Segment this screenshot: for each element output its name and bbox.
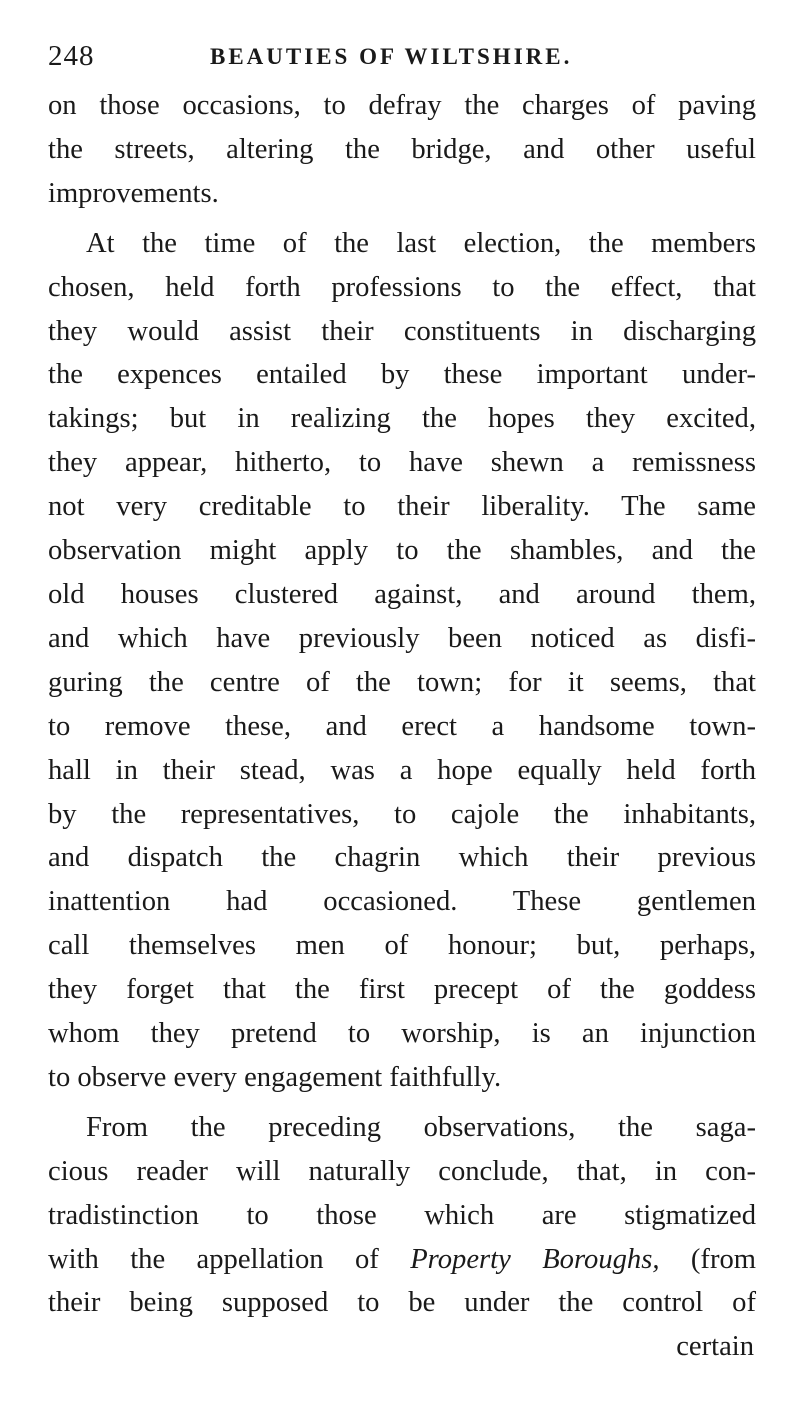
text-line: the expences entailed by these important under- [48, 359, 756, 391]
page-number: 248 [48, 40, 95, 72]
italic-term: Property Boroughs, [410, 1243, 660, 1275]
text-line: call themselves men of honour; but, perhaps, [48, 930, 756, 962]
text-line: they forget that the first precept of the goddess [48, 974, 756, 1006]
text-line: improvements. [48, 177, 219, 209]
text-line: they would assist their constituents in discharging [48, 315, 756, 347]
text-line: not very creditable to their liberality. The same [48, 491, 756, 523]
text-line: chosen, held forth professions to the effect, that [48, 271, 756, 303]
paragraph-2 [48, 222, 756, 1100]
text-line: on those occasions, to defray the charges of paving [48, 90, 756, 121]
text-line: the streets, altering the bridge, and other useful [48, 133, 756, 165]
body-text [48, 84, 756, 1369]
text-line: inattention had occasioned. These gentlemen [48, 886, 756, 918]
text-line: to observe every engagement faithfully. [48, 1061, 502, 1093]
text-line: by the representatives, to cajole the inhabitants, [48, 798, 756, 830]
text-line: their being supposed to be under the control of [48, 1287, 756, 1319]
text-line: From the preceding observations, the saga- [86, 1111, 756, 1143]
text-line: old houses clustered against, and around them, [48, 578, 756, 610]
text-line: to remove these, and erect a handsome town- [48, 710, 756, 742]
text-line: whom they pretend to worship, is an injunction [48, 1018, 756, 1050]
text-line: cious reader will naturally conclude, that, in con- [48, 1155, 756, 1187]
text-line: tradistinction to those which are stigmatized [48, 1199, 756, 1231]
running-title: BEAUTIES OF WILTSHIRE. [210, 44, 573, 69]
paragraph-1 [48, 84, 756, 216]
text-line: they appear, hitherto, to have shewn a remissness [48, 447, 756, 479]
running-head [48, 30, 756, 84]
text-segment: with the appellation of [48, 1243, 411, 1275]
text-segment: (from [659, 1243, 756, 1275]
text-line: At the time of the last election, the members [86, 227, 756, 259]
text-line: takings; but in realizing the hopes they excited, [48, 403, 756, 435]
paragraph-3 [48, 1106, 756, 1326]
text-line: guring the centre of the town; for it seems, that [48, 666, 756, 698]
text-line: hall in their stead, was a hope equally held forth [48, 754, 756, 786]
text-line: and which have previously been noticed as disfi- [48, 622, 756, 654]
book-page [48, 30, 756, 1369]
catchword: certain [676, 1331, 754, 1363]
text-line [48, 1238, 756, 1282]
text-line: observation might apply to the shambles, and the [48, 535, 756, 567]
text-line: and dispatch the chagrin which their previous [48, 842, 756, 874]
